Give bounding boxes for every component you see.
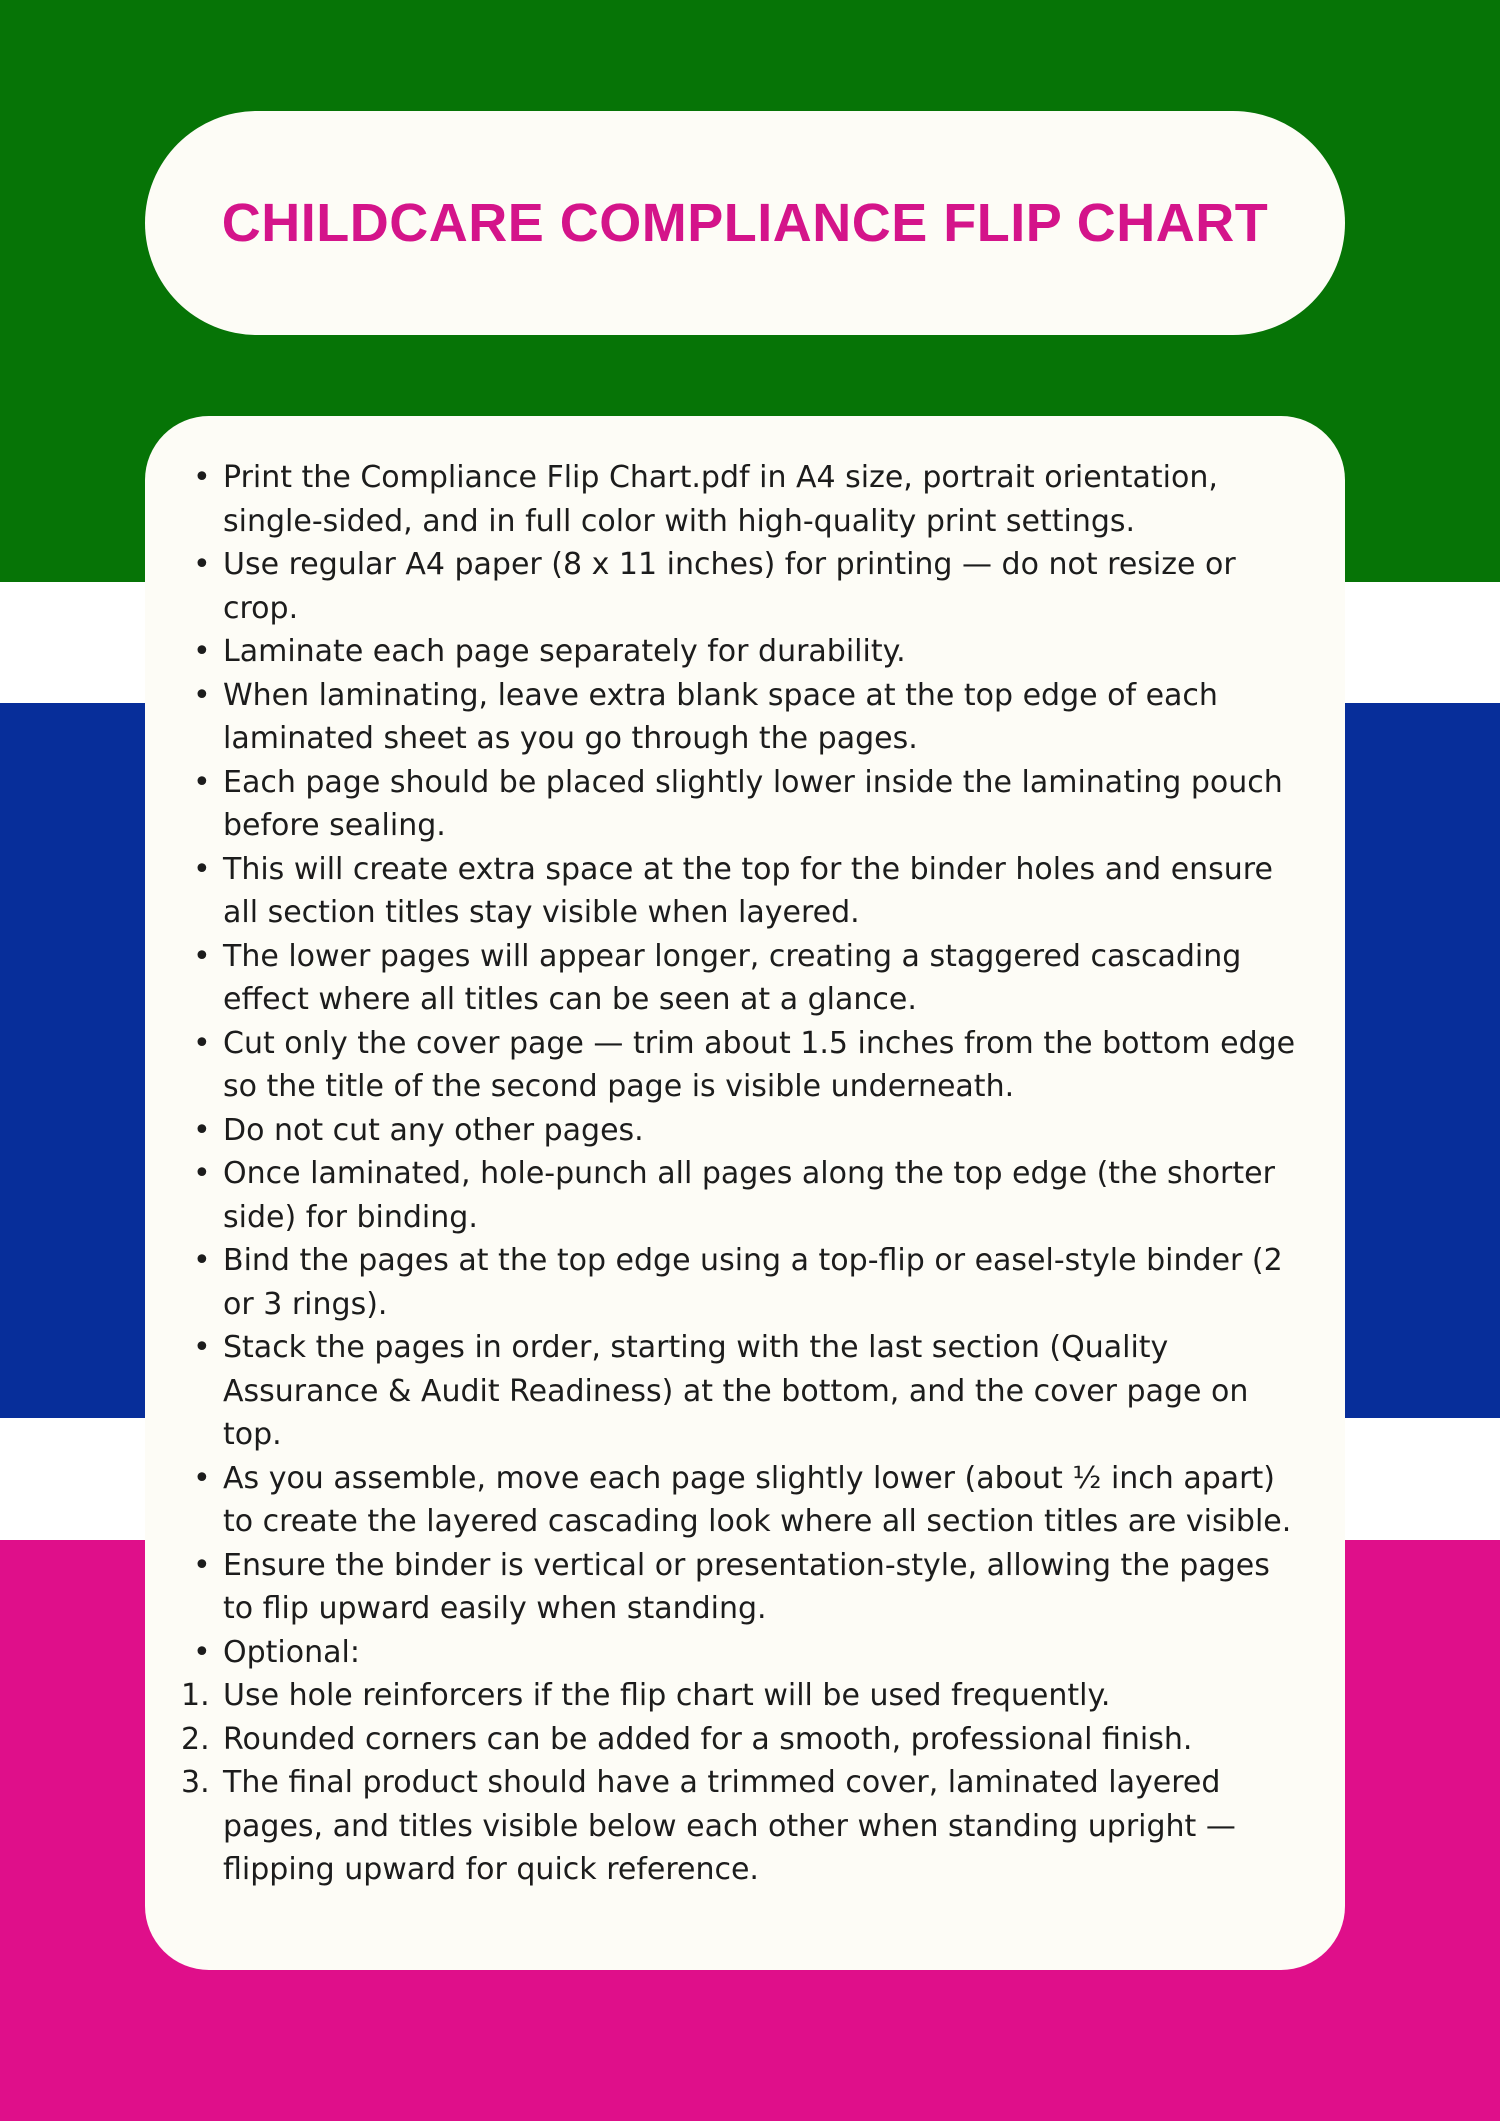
item-number: 2. xyxy=(181,1721,210,1757)
bullet-icon: • xyxy=(193,1634,211,1670)
list-item xyxy=(193,1239,1305,1326)
list-item-text: Print the Compliance Flip Chart.pdf in A4 size, portrait orientation, single-sided, and in full color with high-quality print settings. xyxy=(223,460,1218,539)
list-item-text: The lower pages will appear longer, creating a staggered cascading effect where all titles can be seen at a glance. xyxy=(223,938,1242,1017)
list-item-text: Bind the pages at the top edge using a top-flip or easel-style binder (2 or 3 rings). xyxy=(223,1243,1283,1322)
optional-list xyxy=(181,1674,1305,1892)
bullet-icon: • xyxy=(193,938,211,974)
list-item-text: Stack the pages in order, starting with the last section (Quality Assurance & Audit Readiness) at the bottom, and the cover page on top. xyxy=(223,1330,1249,1452)
bullet-icon: • xyxy=(193,460,211,495)
title-banner xyxy=(145,111,1345,335)
list-item xyxy=(193,456,1305,543)
list-item xyxy=(193,1631,1305,1675)
list-item-text: This will create extra space at the top for the binder holes and ensure all section titles stay visible when layered. xyxy=(223,851,1273,930)
list-item xyxy=(193,543,1305,630)
bullet-icon: • xyxy=(193,1547,211,1583)
bullet-icon: • xyxy=(193,1460,211,1496)
list-item xyxy=(193,1457,1305,1544)
bullet-icon: • xyxy=(193,677,211,713)
bullet-icon: • xyxy=(193,764,211,800)
list-item xyxy=(193,1152,1305,1239)
bullet-icon: • xyxy=(193,547,211,582)
list-item-text: Use regular A4 paper (8 x 11 inches) for printing — do not resize or crop. xyxy=(223,547,1236,626)
list-item-text: Optional: xyxy=(223,1634,360,1670)
list-item-text: As you assemble, move each page slightly lower (about ½ inch apart) to create the layered cascading look where all section titles are visible. xyxy=(223,1460,1292,1539)
instructions-card xyxy=(145,416,1345,1970)
list-item-text: Do not cut any other pages. xyxy=(223,1112,644,1148)
bullet-icon: • xyxy=(193,1025,211,1061)
optional-item-text: The final product should have a trimmed cover, laminated layered pages, and titles visible below each other when standing upright — flipping upward for quick reference. xyxy=(223,1765,1236,1887)
instructions-list xyxy=(193,456,1305,1674)
list-item xyxy=(193,674,1305,761)
list-item xyxy=(193,1326,1305,1457)
list-item-text: When laminating, leave extra blank space at the top edge of each laminated sheet as you go through the pages. xyxy=(223,677,1218,756)
list-item-text: Laminate each page separately for durability. xyxy=(223,634,906,669)
list-item-text: Ensure the binder is vertical or presentation-style, allowing the pages to flip upward easily when standing. xyxy=(223,1547,1270,1626)
bullet-icon: • xyxy=(193,1156,211,1191)
optional-item xyxy=(181,1674,1305,1718)
list-item xyxy=(193,630,1305,674)
optional-item-text: Rounded corners can be added for a smooth, professional finish. xyxy=(223,1721,1193,1757)
list-item xyxy=(193,761,1305,848)
list-item xyxy=(193,1109,1305,1153)
optional-item-text: Use hole reinforcers if the flip chart will be used frequently. xyxy=(223,1678,1111,1713)
list-item xyxy=(193,848,1305,935)
page-title: CHILDCARE COMPLIANCE FLIP CHART xyxy=(221,193,1269,253)
list-item xyxy=(193,1022,1305,1109)
bullet-icon: • xyxy=(193,634,211,669)
bullet-icon: • xyxy=(193,851,211,887)
bullet-icon: • xyxy=(193,1330,211,1365)
item-number: 1. xyxy=(181,1678,210,1713)
optional-item xyxy=(181,1761,1305,1892)
list-item-text: Once laminated, hole-punch all pages along the top edge (the shorter side) for binding. xyxy=(223,1156,1275,1235)
optional-item xyxy=(181,1718,1305,1762)
list-item xyxy=(193,935,1305,1022)
item-number: 3. xyxy=(181,1765,210,1800)
list-item-text: Each page should be placed slightly lower inside the laminating pouch before sealing. xyxy=(223,764,1283,843)
bullet-icon: • xyxy=(193,1243,211,1278)
list-item xyxy=(193,1544,1305,1631)
bullet-icon: • xyxy=(193,1112,211,1148)
list-item-text: Cut only the cover page — trim about 1.5 inches from the bottom edge so the title of the second page is visible underneath. xyxy=(223,1025,1296,1104)
